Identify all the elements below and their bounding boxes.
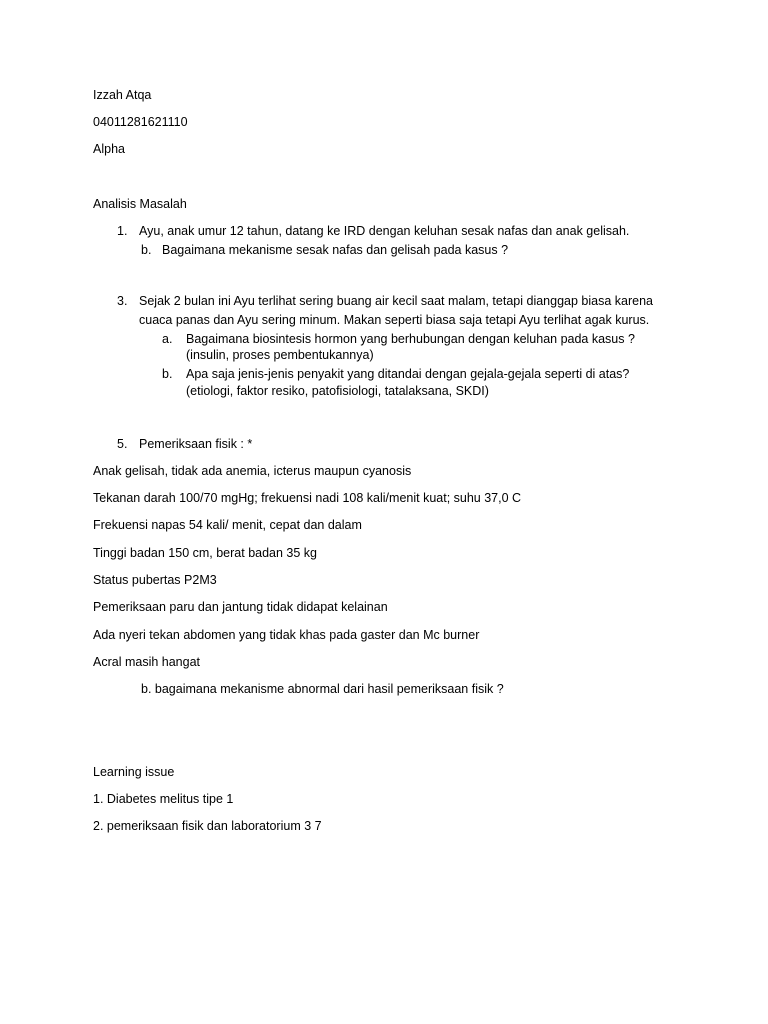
group-name: Alpha: [93, 142, 125, 156]
item-number: 5.: [117, 437, 128, 451]
learning-item: 1. Diabetes melitus tipe 1: [93, 792, 234, 806]
finding-line: Ada nyeri tekan abdomen yang tidak khas pada gaster dan Mc burner: [93, 628, 480, 642]
sub-item-text: b. bagaimana mekanisme abnormal dari hasil pemeriksaan fisik ?: [141, 682, 504, 696]
finding-line: Anak gelisah, tidak ada anemia, icterus maupun cyanosis: [93, 464, 412, 478]
finding-line: Tinggi badan 150 cm, berat badan 35 kg: [93, 546, 317, 560]
sub-item-marker: b.: [162, 367, 173, 381]
sub-item-text: Bagaimana biosintesis hormon yang berhubungan dengan keluhan pada kasus ?: [186, 332, 635, 346]
finding-line: Pemeriksaan paru dan jantung tidak didapat kelainan: [93, 600, 388, 614]
sub-item-text: Apa saja jenis-jenis penyakit yang ditandai dengan gejala-gejala seperti di atas?: [186, 367, 630, 381]
item-text: Pemeriksaan fisik : *: [139, 437, 253, 451]
author-name: Izzah Atqa: [93, 88, 152, 102]
finding-line: Frekuensi napas 54 kali/ menit, cepat dan dalam: [93, 518, 362, 532]
item-text: Sejak 2 bulan ini Ayu terlihat sering buang air kecil saat malam, tetapi dianggap biasa karena: [139, 294, 653, 308]
sub-item-marker: b.: [141, 243, 152, 257]
finding-line: Tekanan darah 100/70 mgHg; frekuensi nadi 108 kali/menit kuat; suhu 37,0 C: [93, 491, 522, 505]
student-id: 04011281621110: [93, 115, 188, 129]
sub-item-text: Bagaimana mekanisme sesak nafas dan gelisah pada kasus ?: [162, 243, 509, 257]
item-number: 3.: [117, 294, 128, 308]
sub-item-text: (etiologi, faktor resiko, patofisiologi, tatalaksana, SKDI): [186, 384, 489, 398]
finding-line: Acral masih hangat: [93, 655, 201, 669]
item-number: 1.: [117, 224, 128, 238]
section-heading-analisis: Analisis Masalah: [93, 197, 187, 211]
finding-line: Status pubertas P2M3: [93, 573, 217, 587]
item-text: cuaca panas dan Ayu sering minum. Makan seperti biasa saja tetapi Ayu terlihat agak kurus.: [139, 313, 650, 327]
sub-item-marker: a.: [162, 332, 173, 346]
learning-item: 2. pemeriksaan fisik dan laboratorium 3 7: [93, 819, 322, 833]
item-text: Ayu, anak umur 12 tahun, datang ke IRD dengan keluhan sesak nafas dan anak gelisah.: [139, 224, 630, 238]
section-heading-learning: Learning issue: [93, 765, 175, 779]
sub-item-text: (insulin, proses pembentukannya): [186, 348, 374, 362]
